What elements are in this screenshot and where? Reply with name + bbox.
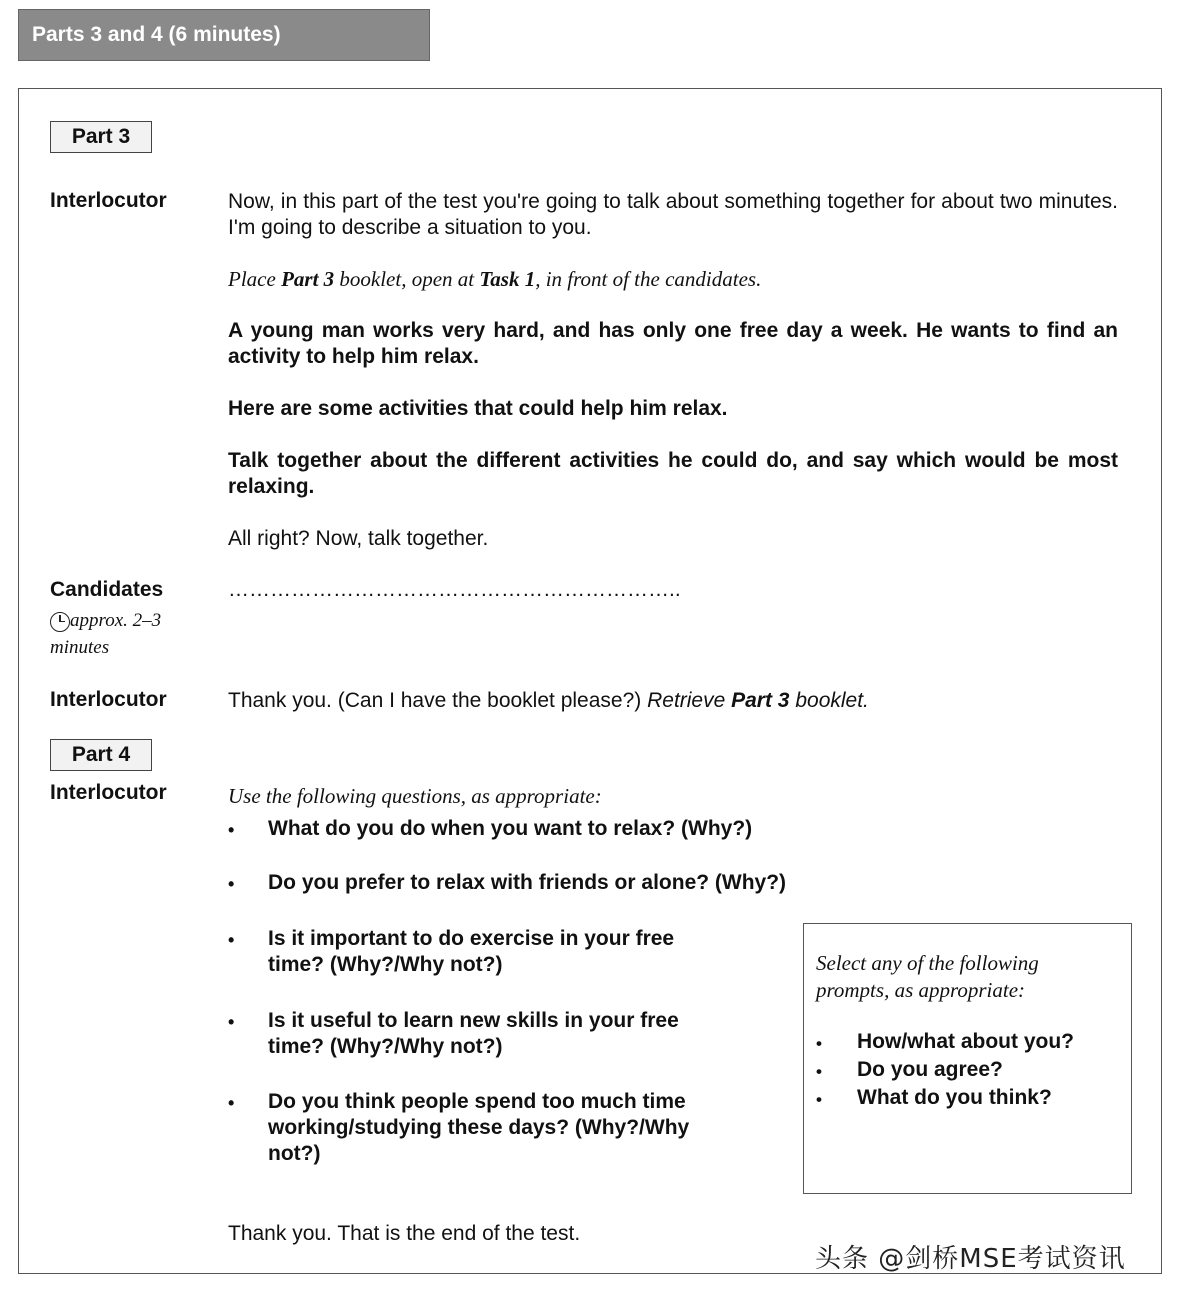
part3-label: Part 3 <box>50 121 152 153</box>
bullet: • <box>816 1062 822 1081</box>
question-2: Do you prefer to relax with friends or alone? (Why?) <box>268 871 787 894</box>
part3-intro: Now, in this part of the test you're going to talk about something together for about two minutes. I'm going to describe a situation to you. <box>228 190 1118 239</box>
clock-icon <box>50 612 70 632</box>
bullet: • <box>816 1090 822 1109</box>
part3-situation: A young man works very hard, and has only one free day a week. He wants to find an activity to help him relax. <box>228 319 1118 368</box>
question-4: Is it useful to learn new skills in your free time? (Why?/Why not?) <box>268 1009 679 1058</box>
prompt-1: How/what about you? <box>857 1030 1074 1053</box>
candidates-dots: ……………………………………………………….. <box>228 578 681 601</box>
part4-label: Part 4 <box>50 739 152 771</box>
bullet: • <box>228 1012 235 1032</box>
prompt-3: What do you think? <box>857 1086 1052 1109</box>
part3-instruction: Place Part 3 booklet, open at Task 1, in front of the candidates. <box>228 267 762 291</box>
speaker-interlocutor: Interlocutor <box>50 189 167 212</box>
speaker-interlocutor-3: Interlocutor <box>50 781 167 804</box>
bullet: • <box>228 874 235 894</box>
part3-thanks: Thank you. (Can I have the booklet please?) Retrieve Part 3 booklet. <box>228 689 869 712</box>
prompts-box <box>803 923 1132 1194</box>
prompts-title: Select any of the following prompts, as appropriate: <box>816 951 1039 1002</box>
speaker-interlocutor-2: Interlocutor <box>50 688 167 711</box>
bullet: • <box>228 820 235 840</box>
part3-activities: Here are some activities that could help him relax. <box>228 397 728 420</box>
watermark: 头条 @剑桥MSE考试资讯 <box>815 1244 1126 1274</box>
bullet: • <box>228 1093 235 1113</box>
prompt-2: Do you agree? <box>857 1058 1003 1081</box>
part4-instruction: Use the following questions, as appropriate: <box>228 784 602 808</box>
part3-start: All right? Now, talk together. <box>228 527 489 550</box>
closing-text: Thank you. That is the end of the test. <box>228 1222 581 1245</box>
bullet: • <box>228 930 235 950</box>
section-header: Parts 3 and 4 (6 minutes) <box>18 9 430 61</box>
question-1: What do you do when you want to relax? (Why?) <box>268 817 753 840</box>
part3-task: Talk together about the different activities he could do, and say which would be most relaxing. <box>228 449 1118 498</box>
candidates-time: approx. 2–3 minutes <box>50 610 162 658</box>
bullet: • <box>816 1034 822 1053</box>
question-3: Is it important to do exercise in your free time? (Why?/Why not?) <box>268 927 675 976</box>
question-5: Do you think people spend too much time working/studying these days? (Why?/Why not?) <box>268 1090 690 1165</box>
speaker-candidates: Candidates <box>50 578 164 601</box>
